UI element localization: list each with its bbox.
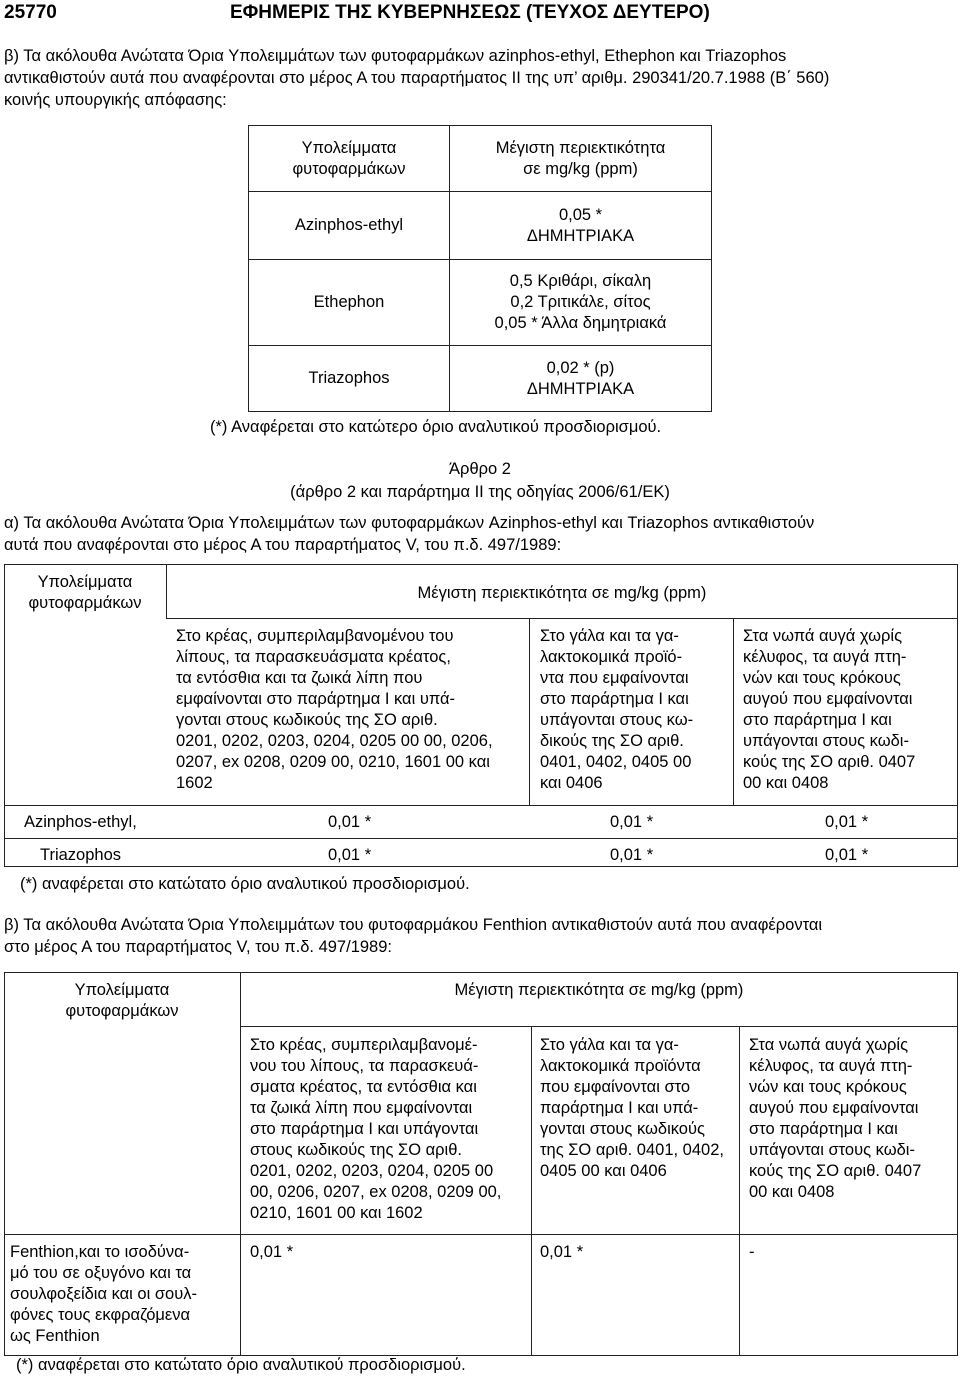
text-line: Στα νωπά αυγά χωρίς: [749, 1036, 909, 1054]
residue-values: [450, 260, 712, 346]
value-line: ΔΗΜΗΤΡΙΑΚΑ: [526, 226, 635, 245]
paragraph-line: α) Τα ακόλουθα Ανώτατα Όρια Υπολειμμάτων των φυτοφαρμάκων Azinphos-ethyl και Triazophos αντικαθιστούν: [4, 514, 815, 532]
text-line: 0207, ex 0208, 0209 00, 0210, 1601 00 και: [176, 753, 490, 771]
col-divider: [529, 618, 530, 805]
value-eggs: 0,01 *: [825, 813, 869, 831]
text-line: γονται στους κωδικούς: [540, 1120, 705, 1138]
text-line: 1602: [176, 774, 213, 792]
page-header: [0, 2, 960, 28]
value-meat: 0,01 *: [328, 846, 372, 864]
paragraph-line: αντικαθιστούν αυτά που αναφέρονται στο μέρος Α του παραρτήματος ΙΙ της υπ’ αριθμ. 290341/20.7.1988 (Β΄ 560): [4, 69, 830, 87]
col-divider: [240, 972, 241, 1356]
gazette-title: ΕΦΗΜΕΡΙΣ ΤΗΣ ΚΥΒΕΡΝΗΣΕΩΣ (ΤΕΥΧΟΣ ΔΕΥΤΕΡΟ): [230, 2, 710, 23]
text-line: 00 και 0408: [743, 774, 829, 792]
value-line: 0,2 Τριτικάλε, σίτος: [510, 293, 651, 311]
table1-footnote: (*) Αναφέρεται στο κατώτερο όριο αναλυτικού προσδιορισμού.: [210, 418, 662, 436]
paragraph-line: στο μέρος Α του παραρτήματος V, του π.δ. 497/1989:: [4, 938, 392, 956]
text-line: υπάγονται στους κω-: [540, 711, 694, 729]
text-line: νου του λίπους, τα παρασκευά-: [250, 1057, 479, 1075]
row-divider: [240, 1026, 958, 1027]
header-line: φυτοφαρμάκων: [65, 1002, 179, 1020]
text-line: φόνες τους εκφραζόμενα: [10, 1306, 191, 1324]
text-line: 00 και 0408: [749, 1183, 835, 1201]
text-line: 0210, 1601 00 και 1602: [250, 1204, 423, 1222]
residue-name: Ethephon: [249, 260, 450, 346]
text-line: 0405 00 και 0406: [540, 1162, 667, 1180]
text-line: τα εντόσθια και τα ζωικά λίπη που: [176, 669, 423, 687]
text-line: κέλυφος, τα αυγά πτη-: [743, 648, 907, 666]
article-subtitle: (άρθρο 2 και παράρτημα ΙΙ της οδηγίας 2006/61/ΕΚ): [290, 483, 670, 501]
text-line: στο παράρτημα Ι και: [743, 711, 892, 729]
header-residues: [4, 980, 240, 1022]
value-line: 0,05 * Άλλα δημητριακά: [494, 314, 667, 332]
value-eggs: 0,01 *: [825, 846, 869, 864]
table-header-row: [249, 126, 712, 192]
paragraph-line: β) Τα ακόλουθα Ανώτατα Όρια Υπολειμμάτων του φυτοφαρμάκου Fenthion αντικαθιστούν αυτά που αναφέρονται: [4, 916, 823, 934]
intro-b2-paragraph: [4, 914, 959, 958]
paragraph-line: β) Τα ακόλουθα Ανώτατα Όρια Υπολειμμάτων των φυτοφαρμάκων azinphos-ethyl, Ethephon και Triazophos: [4, 47, 787, 65]
article-title: Άρθρο 2: [449, 460, 511, 478]
text-line: λίπους, τα παρασκευάσματα κρέατος,: [176, 648, 451, 666]
value-meat: 0,01 *: [250, 1243, 294, 1261]
page-number: 25770: [4, 2, 57, 23]
subheader-milk: [540, 626, 730, 794]
text-line: εμφαίνονται στο παράρτημα Ι και υπά-: [176, 690, 456, 708]
text-line: κέλυφος, τα αυγά πτη-: [749, 1057, 913, 1075]
text-line: στο παράρτημα Ι και: [540, 690, 689, 708]
mrl-table-1: [248, 125, 712, 412]
value-line: 0,05 *: [558, 205, 603, 224]
row-divider: [166, 618, 958, 619]
text-line: αυγού που εμφαίνονται: [743, 690, 913, 708]
text-line: παράρτημα Ι και υπά-: [540, 1099, 699, 1117]
subheader-eggs: [743, 626, 955, 794]
value-eggs: -: [749, 1243, 755, 1261]
value-meat: 0,01 *: [328, 813, 372, 831]
subheader-meat: [250, 1035, 526, 1224]
header-line: Υπολείμματα: [301, 138, 397, 157]
intro-b-paragraph: [4, 45, 959, 111]
text-line: δικούς της ΣΟ αριθ.: [540, 732, 684, 750]
text-line: στο παράρτημα Ι και: [749, 1120, 898, 1138]
residue-values: [450, 346, 712, 412]
text-line: μό του σε οξυγόνο και τα: [10, 1264, 192, 1282]
text-line: υπάγονται στους κωδι-: [749, 1141, 915, 1159]
col-divider: [733, 618, 734, 805]
text-line: λακτοκομικά προϊόντα: [540, 1057, 701, 1075]
paragraph-line: κοινής υπουργικής απόφασης:: [4, 91, 227, 109]
text-line: τα ζωικά λίπη που εμφαίνονται: [250, 1099, 473, 1117]
text-line: Στα νωπά αυγά χωρίς: [743, 627, 903, 645]
text-line: που εμφαίνονται στο: [540, 1078, 691, 1096]
text-line: λακτοκομικά προϊό-: [540, 648, 683, 666]
value-milk: 0,01 *: [540, 1243, 584, 1261]
text-line: νών και τους κρόκους: [749, 1078, 907, 1096]
col-divider: [739, 1026, 740, 1356]
table3-footnote: (*) αναφέρεται στο κατώτατο όριο αναλυτικού προσδιορισμού.: [16, 1356, 466, 1374]
header-line: Υπολείμματα: [37, 573, 133, 591]
subheader-meat: [176, 626, 526, 794]
text-line: ντα που εμφαίνονται: [540, 669, 689, 687]
paragraph-line: αυτά που αναφέρονται στο μέρος Α του παραρτήματος V, του π.δ. 497/1989:: [4, 536, 562, 554]
text-line: σουλφοξείδια και οι σουλ-: [10, 1285, 197, 1303]
text-line: 0201, 0202, 0203, 0204, 0205 00 00, 0206,: [176, 732, 493, 750]
row-divider: [4, 805, 958, 806]
text-line: 0401, 0402, 0405 00: [540, 753, 692, 771]
text-line: υπάγονται στους κωδι-: [743, 732, 909, 750]
text-line: Στο κρέας, συμπεριλαμβανομέ-: [250, 1036, 478, 1054]
text-line: νών και τους κρόκους: [743, 669, 901, 687]
text-line: της ΣΟ αριθ. 0401, 0402,: [540, 1141, 724, 1159]
header-max-content: Μέγιστη περιεκτικότητα σε mg/kg (ppm): [417, 584, 707, 602]
value-line: ΔΗΜΗΤΡΙΑΚΑ: [526, 379, 635, 398]
text-line: ως Fenthion: [10, 1327, 100, 1345]
table-row: [249, 192, 712, 260]
text-line: κούς της ΣΟ αριθ. 0407: [749, 1162, 922, 1180]
header-line: σε mg/kg (ppm): [523, 159, 638, 178]
value-milk: 0,01 *: [610, 813, 654, 831]
residue-name: Triazophos: [40, 846, 122, 864]
row-divider: [4, 838, 958, 839]
residue-name: Azinphos-ethyl: [249, 192, 450, 260]
text-line: αυγού που εμφαίνονται: [749, 1099, 919, 1117]
text-line: Στο γάλα και τα γα-: [540, 627, 679, 645]
header-max-content: [450, 126, 712, 192]
text-line: 00, 0206, 0207, ex 0208, 0209 00,: [250, 1183, 502, 1201]
text-line: κούς της ΣΟ αριθ. 0407: [743, 753, 916, 771]
residue-name: Triazophos: [249, 346, 450, 412]
text-line: Στο κρέας, συμπεριλαμβανομένου του: [176, 627, 454, 645]
row-divider: [4, 1234, 958, 1235]
text-line: 0201, 0202, 0203, 0204, 0205 00: [250, 1162, 494, 1180]
text-line: Στο γάλα και τα γα-: [540, 1036, 679, 1054]
text-line: και 0406: [540, 774, 603, 792]
residue-values: [450, 192, 712, 260]
table-row: [249, 260, 712, 346]
value-line: 0,02 * (p): [546, 358, 615, 377]
header-line: φυτοφαρμάκων: [292, 159, 406, 178]
text-line: σματα κρέατος, τα εντόσθια και: [250, 1078, 477, 1096]
value-milk: 0,01 *: [610, 846, 654, 864]
header-line: φυτοφαρμάκων: [28, 594, 142, 612]
header-residues: [249, 126, 450, 192]
text-line: στο παράρτημα Ι και υπάγονται: [250, 1120, 479, 1138]
residue-name: Azinphos-ethyl,: [24, 813, 137, 831]
table-row: [249, 346, 712, 412]
col-divider: [531, 1026, 532, 1356]
header-max-content: Μέγιστη περιεκτικότητα σε mg/kg (ppm): [454, 981, 744, 999]
table2-footnote: (*) αναφέρεται στο κατώτατο όριο αναλυτικού προσδιορισμού.: [20, 875, 470, 893]
intro-a-paragraph: [4, 512, 959, 556]
header-line: Υπολείμματα: [74, 981, 170, 999]
subheader-milk: [540, 1035, 736, 1182]
text-line: στους κωδικούς της ΣΟ αριθ.: [250, 1141, 462, 1159]
residue-name: [10, 1242, 236, 1347]
header-residues: [4, 572, 166, 614]
text-line: Fenthion,και το ισοδύνα-: [10, 1243, 190, 1261]
value-line: 0,5 Κριθάρι, σίκαλη: [509, 272, 652, 290]
header-line: Μέγιστη περιεκτικότητα: [495, 138, 666, 157]
text-line: γονται στους κωδικούς της ΣΟ αριθ.: [176, 711, 438, 729]
subheader-eggs: [749, 1035, 955, 1203]
